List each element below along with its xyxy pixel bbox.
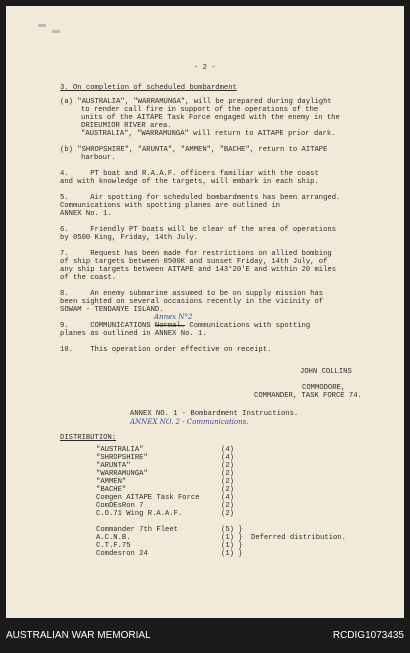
footer-record-id: RCDIG1073435 [332, 630, 404, 641]
section-3a-line: DRIEUMIOR RIVER area. [81, 122, 172, 130]
page-number: - 2 - [194, 64, 216, 72]
distribution-qty: (2) [221, 470, 234, 478]
section-7-line: any ship targets between AITAPE and 143°20'E and within 20 miles [60, 266, 337, 274]
section-4-line: 4. PT boat and R.A.A.F. officers familiar with the coast [60, 170, 319, 178]
deferred-row: A.C.N.B. [96, 534, 131, 542]
distribution-heading: DISTRIBUTION: [60, 434, 117, 442]
distribution-qty: (4) [221, 454, 234, 462]
distribution-qty: (2) [221, 478, 234, 486]
distribution-qty: (2) [221, 462, 234, 470]
distribution-row: "AUSTRALIA" [96, 446, 144, 454]
punch-hole [38, 24, 46, 27]
distribution-row: "WARRAMUNGA" [96, 470, 148, 478]
punch-hole [52, 30, 60, 33]
distribution-row: ComDEsRon 7 [96, 502, 144, 510]
section-9-line: 9. COMMUNICATIONS Normal. Communications with spotting [60, 322, 311, 330]
section-3b-line: harbour. [81, 154, 116, 162]
section-5-line: ANNEX No. 1. [60, 210, 112, 218]
signature-title: COMMANDER, TASK FORCE 74. [254, 392, 362, 400]
section-9-line: planes as outlined in ANNEX No. 1. [60, 330, 207, 338]
deferred-note: Deferred distribution. [251, 534, 346, 542]
distribution-row: C.O.71 Wing R.A.A.F. [96, 510, 183, 518]
signature-rank: COMMODORE, [302, 384, 346, 392]
section-3b-line: (b) "SHROPSHIRE", "ARUNTA", "AMMEN", "BACHE", return to AITAPE [60, 146, 328, 154]
distribution-qty: (2) [221, 510, 234, 518]
distribution-row: "ARUNTA" [96, 462, 131, 470]
distribution-qty: (2) [221, 486, 234, 494]
deferred-row: C.T.F.75 [96, 542, 131, 550]
distribution-row: "AMMEN" [96, 478, 127, 486]
archive-footer [0, 618, 410, 653]
section-10-line: 10. This operation order effective on receipt. [60, 346, 272, 354]
deferred-row: Commander 7th Fleet [96, 526, 178, 534]
section-4-line: and with knowledge of the targets, will embark in each ship. [60, 178, 319, 186]
deferred-qty: (5) } [221, 526, 243, 534]
section-3a-line: units of the AITAPE Task Force engaged with the enemy in the [81, 114, 340, 122]
section-3a-line: (a) "AUSTRALIA", "WARRAMUNGA", will be prepared during daylight [60, 98, 332, 106]
distribution-row: "SHROPSHIRE" [96, 454, 148, 462]
section-7-line: of the coast. [60, 274, 117, 282]
section-5-line: 5. Air spotting for scheduled bombardments has been arranged. [60, 194, 341, 202]
handwritten-annex-2: ANNEX NO. 2 - Communications. [130, 418, 249, 426]
section-8-line: 8. An enemy submarine assumed to be on supply mission has [60, 290, 324, 298]
distribution-qty: (2) [221, 502, 234, 510]
section-7-line: 7. Request has been made for restrictions on allied bombing [60, 250, 332, 258]
section-3a-line: "AUSTRALIA", "WARRAMUNGA" will return to AITAPE prior dark. [81, 130, 336, 138]
deferred-qty: (1) } [221, 534, 243, 542]
signature-name: JOHN COLLINS [300, 368, 352, 376]
distribution-qty: (4) [221, 446, 234, 454]
section-7-line: of ship targets between 0500K and sunset Friday, 14th July, of [60, 258, 328, 266]
footer-source: AUSTRALIAN WAR MEMORIAL [6, 630, 151, 641]
distribution-row: "BACHE" [96, 486, 127, 494]
section-3a-line: to render call fire in support of the operations of the [81, 106, 319, 114]
distribution-row: Comgen AITAPE Task Force [96, 494, 200, 502]
section-5-line: Communications with spotting planes are outlined in [60, 202, 280, 210]
handwritten-annex-note: Annex N°2 [154, 313, 193, 321]
section-8-line: been sighted on several occasions recently in the vicinity of [60, 298, 324, 306]
section-6-line: 6. Friendly PT boats will be clear of the area of operations [60, 226, 337, 234]
document-page [6, 6, 404, 618]
deferred-qty: (1) } [221, 550, 243, 558]
annex-1-line: ANNEX NO. 1 - Bombardment Instructions. [130, 410, 299, 418]
distribution-qty: (4) [221, 494, 234, 502]
section-8-line: SOWAM - TENDANYE ISLAND. [60, 306, 164, 314]
deferred-qty: (1) } [221, 542, 243, 550]
deferred-row: Comdesron 24 [96, 550, 148, 558]
struck-word: Normal. [154, 322, 186, 330]
section-6-line: by 0500 King, Friday, 14th July. [60, 234, 199, 242]
section-3-heading: 3. On completion of scheduled bombardment [60, 84, 237, 92]
